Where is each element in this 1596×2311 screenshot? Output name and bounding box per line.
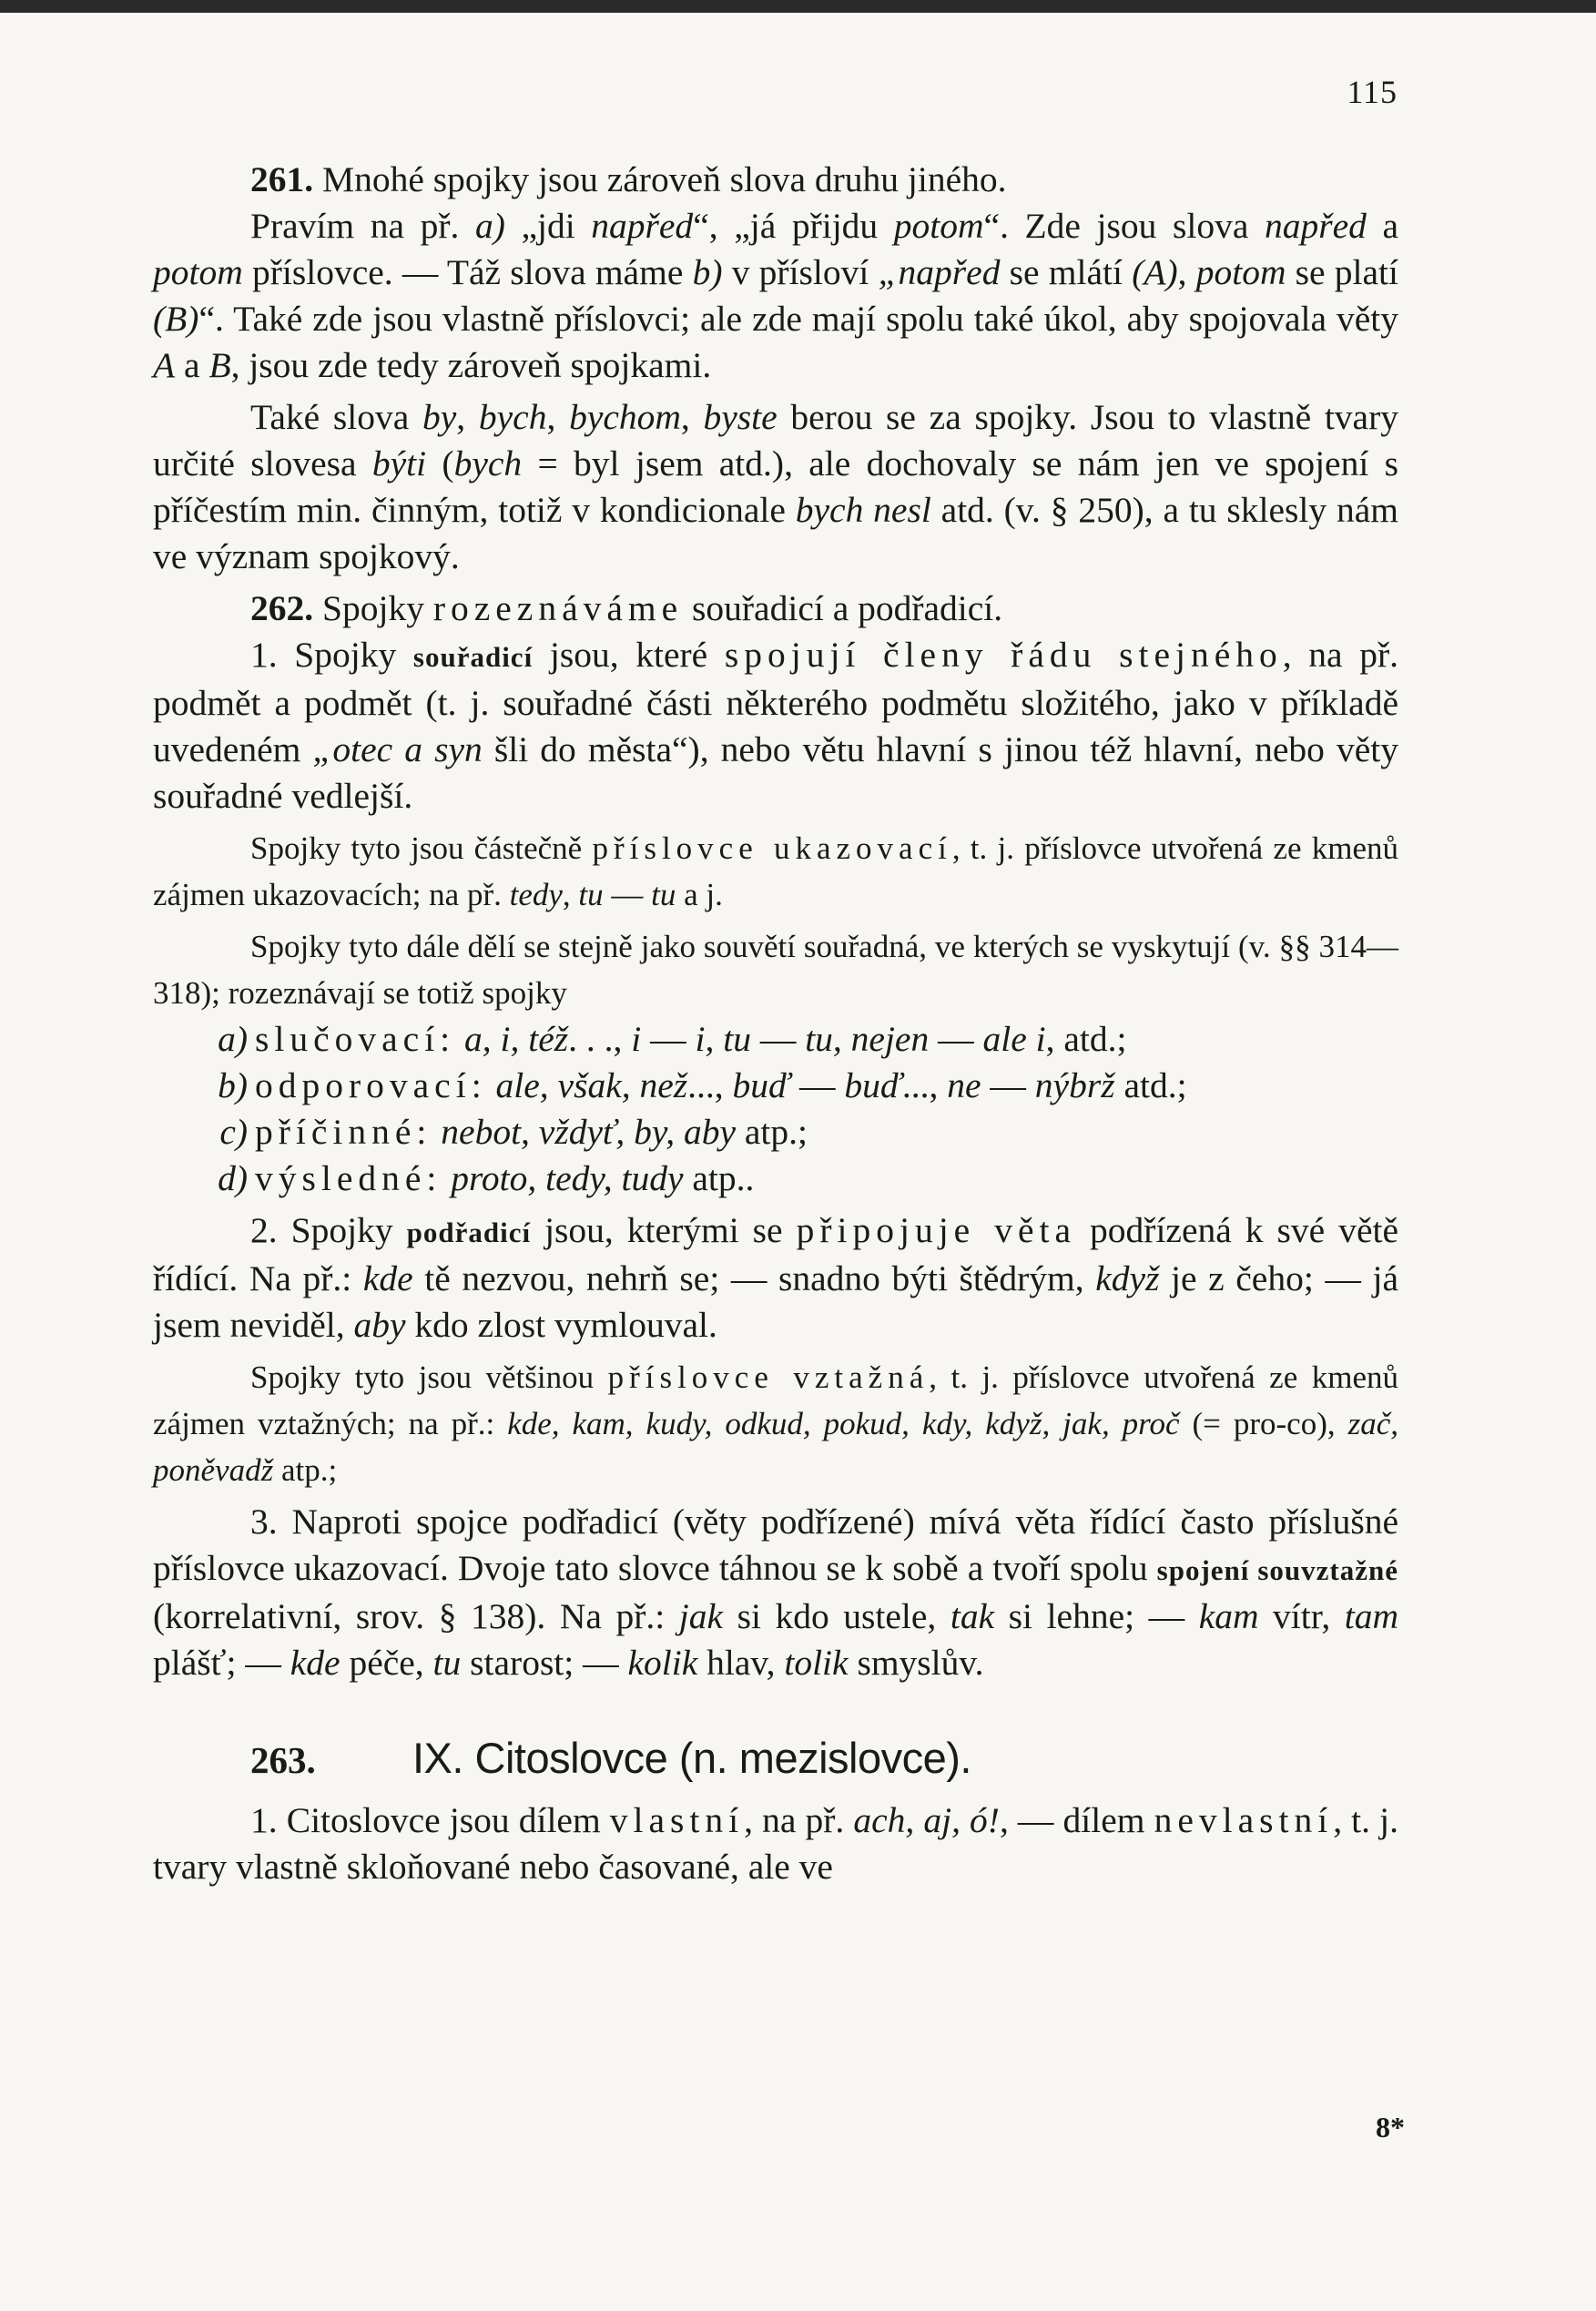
section-263-paragraph-1: 1. Citoslovce jsou dílem vlastní, na př. ach, aj, ó!, — dílem nevlastní, t. j. tvary vlastně skloňované nebo časované, ale ve [153,1800,1398,1887]
list-item-c: c) příčinné: nebot, vždyť, by, aby atp.; [219,1112,808,1152]
section-number: 263. [250,1739,316,1781]
list-item-a: a) slučovací: a, i, též. . ., i — i, tu — tu, nejen — ale i, atd.; [218,1019,1127,1059]
page-number: 115 [1347,74,1398,110]
section-number: 262. [250,588,314,628]
section-262-paragraph-1: 1. Spojky souřadicí jsou, které spojují členy řádu stejného, na př. podmět a podmět (t. j. souřadné části některého podmětu složitého, jako v příkladě uvedeném „otec a syn šli do města“), nebo větu hlavní s jinou též hlavní, nebo věty souřadné vedlejší. [153,635,1398,816]
chapter-title: IX. Citoslovce (n. mezislovce). [412,1734,971,1782]
list-item-d: d) výsledné: proto, tedy, tudy atp.. [218,1158,755,1198]
section-262-paragraph-5: Spojky tyto jsou většinou příslovce vztažná, t. j. příslovce utvořená ze kmenů zájmen vztažných; na př.: kde, kam, kudy, odkud, pokud, kdy, když, jak, proč (= pro-co), zač, poněvadž atp.; [153,1359,1399,1488]
signature-mark: 8* [1376,2111,1405,2143]
section-262-paragraph-6: 3. Naproti spojce podřadicí (věty podřízené) mívá věta řídící často příslušné příslovce ukazovací. Dvoje tato slovce táhnou se k sobě a tvoří spolu spojení souvztažné (korrelativní, srov. § 138). Na př.: jak si kdo ustele, tak si lehne; — kam vítr, tam plášť; — kde péče, tu starost; — kolik hlav, tolik smyslův. [153,1502,1398,1683]
section-262-paragraph-4: 2. Spojky podřadicí jsou, kterými se připojuje věta podřízená k své větě řídící. Na př.: kde tě nezvou, nehrň se; — snadno býti štědrým, když je z čeho; — já jsem neviděl, aby kdo zlost vymlouval. [153,1210,1398,1345]
section-262-paragraph-2: Spojky tyto jsou částečně příslovce ukazovací, t. j. příslovce utvořená ze kmenů zájmen ukazovacích; na př. tedy, tu — tu a j. [153,830,1398,912]
section-262-paragraph-3: Spojky tyto dále dělí se stejně jako souvětí souřadná, ve kterých se vyskytují (v. §§ 314—318); rozeznávají se totiž spojky [153,929,1398,1011]
section-261-paragraph-1: Pravím na př. a) „jdi napřed“, „já přijdu potom“. Zde jsou slova napřed a potom příslovce. — Táž slova máme b) v přísloví „napřed se mlátí (A), potom se platí (B)“. Také zde jsou vlastně příslovci; ale zde mají spolu také úkol, aby spojovala věty A a B, jsou zde tedy zároveň spojkami. [153,206,1399,385]
scan-edge [0,0,1596,13]
conjunction-list [153,1016,1398,1202]
section-262-lead: 262. Spojky rozeznáváme souřadicí a podřadicí. [250,588,1003,628]
list-item-b: b) odporovací: ale, však, než..., buď — buď..., ne — nýbrž atd.; [218,1065,1187,1105]
text-body [153,157,1398,1890]
lead-text: Mnohé spojky jsou zároveň slova druhu jiného. [322,159,1007,199]
section-261-lead [153,157,1398,203]
section-263-heading [153,1728,1398,1788]
section-number: 261. [250,159,314,199]
section-261-paragraph-2: Také slova by, bych, bychom, byste berou se za spojky. Jsou to vlastně tvary určité slovesa býti (bych = byl jsem atd.), ale dochovaly se nám jen ve spojení s příčestím min. činným, totiž v kondicionale bych nesl atd. (v. § 250), a tu sklesly nám ve význam spojkový. [153,397,1399,576]
